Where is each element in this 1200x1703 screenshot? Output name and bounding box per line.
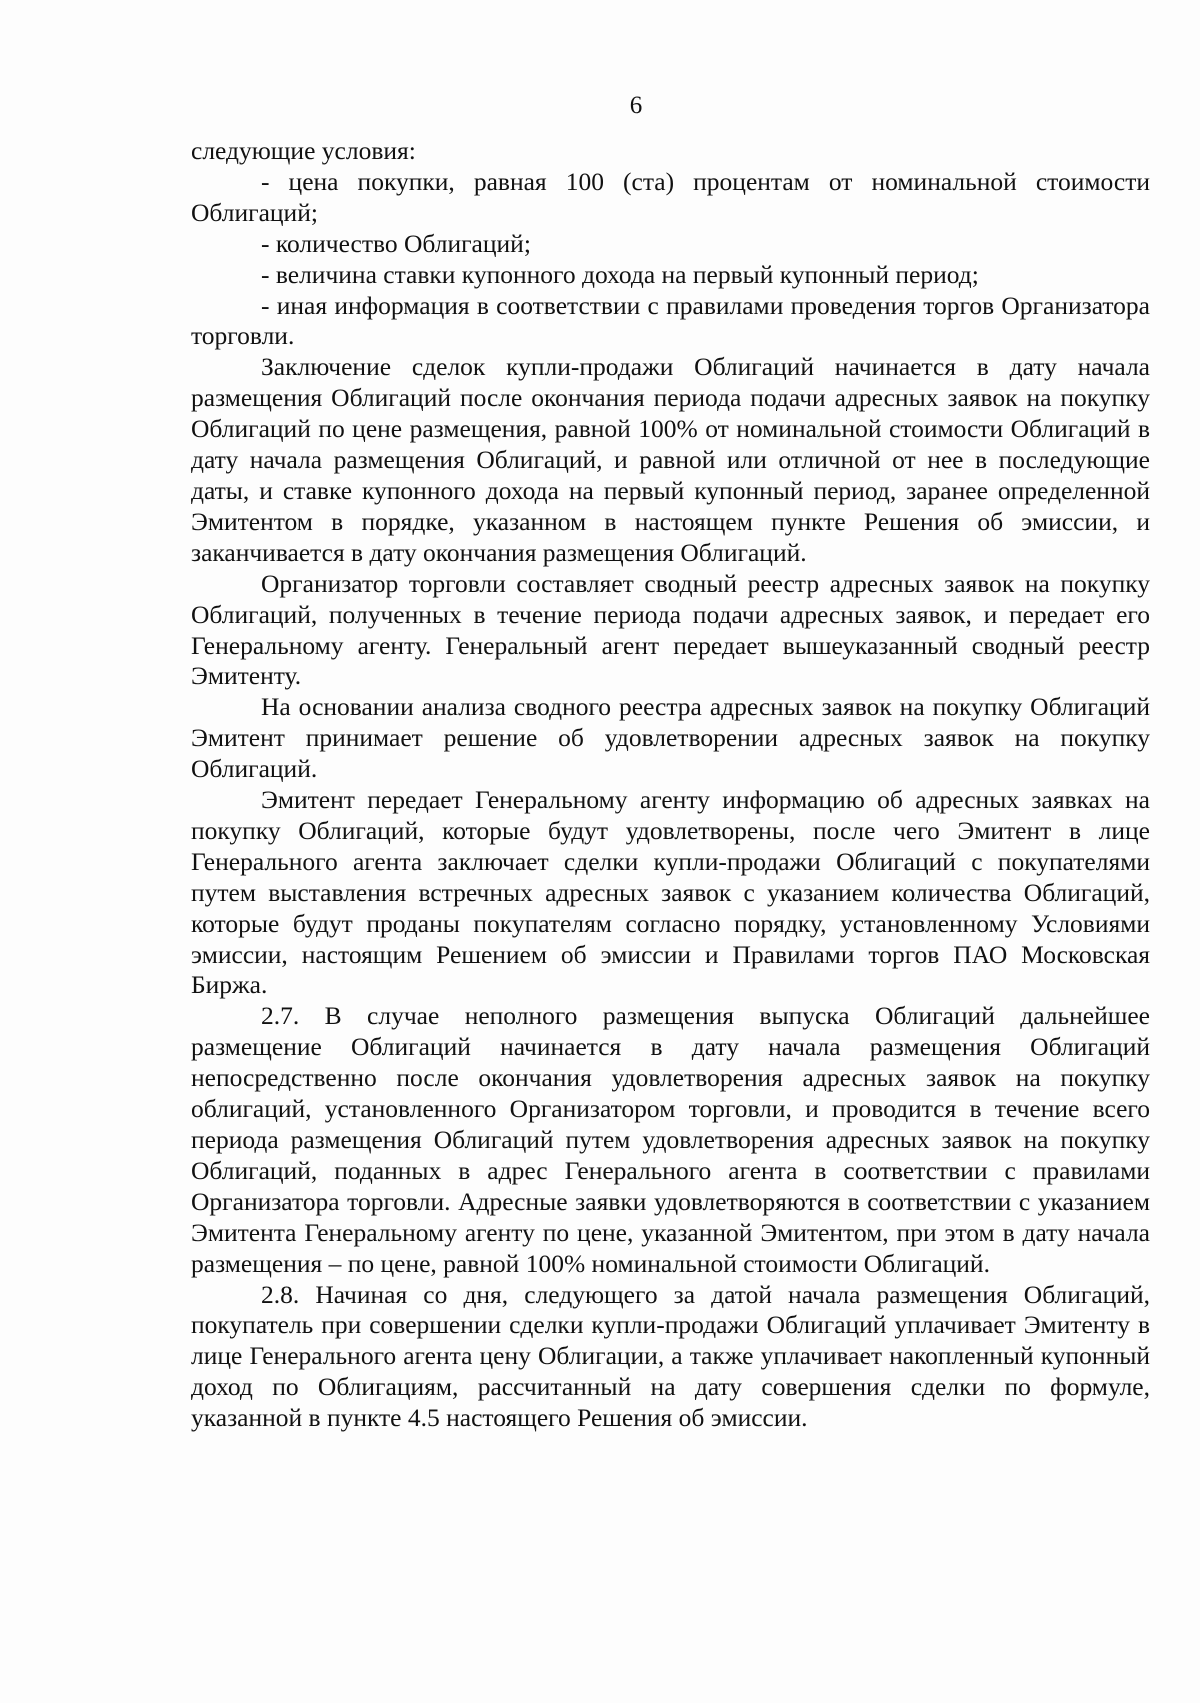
section-2-8: 2.8. Начиная со дня, следующего за датой начала размещения Облигаций, покупатель при совершении сделки купли-продажи Облигаций уплачивает Эмитенту в лице Генерального агента цену Облигации, а также уплачивает накопленный купонный доход по Облигациям, рассчитанный на дату совершения сделки по формуле, указанной в пункте 4.5 настоящего Решения об эмиссии. [191, 1279, 1150, 1433]
list-item-price: - цена покупки, равная 100 (ста) процентам от номинальной стоимости Облигаций; [191, 166, 1150, 227]
list-item-quantity: - количество Облигаций; [261, 228, 531, 258]
paragraph: Организатор торговли составляет сводный реестр адресных заявок на покупку Облигаций, полученных в течение периода подачи адресных заявок, и передает его Генеральному агенту. Генеральный агент передает вышеуказанный сводный реестр Эмитенту. [191, 568, 1150, 691]
section-2-7: 2.7. В случае неполного размещения выпуска Облигаций дальнейшее размещение Облигаций начинается в дату начала размещения Облигаций непосредственно после окончания удовлетворения адресных заявок на покупку облигаций, установленного Организатором торговли, и проводится в течение всего периода размещения Облигаций путем удовлетворения адресных заявок на покупку Облигаций, поданных в адрес Генерального агента в соответствии с правилами Организатора торговли. Адресные заявки удовлетворяются в соответствии с указанием Эмитента Генеральному агенту по цене, указанной Эмитентом, при этом в дату начала размещения – по цене, равной 100% номинальной стоимости Облигаций. [191, 1001, 1150, 1278]
document-body [191, 136, 1150, 1434]
paragraph: Эмитент передает Генеральному агенту информацию об адресных заявках на покупку Облигаций, которые будут удовлетворены, после чего Эмитент в лице Генерального агента заключает сделки купли-продажи Облигаций с покупателями путем выставления встречных адресных заявок с указанием количества Облигаций, которые будут проданы покупателям согласно порядку, установленному Условиями эмиссии, настоящим Решением об эмиссии и Правилами торгов ПАО Московская Биржа. [191, 785, 1150, 1000]
page-number: 6 [629, 92, 643, 119]
paragraph: На основании анализа сводного реестра адресных заявок на покупку Облигаций Эмитент принимает решение об удовлетворении адресных заявок на покупку Облигаций. [191, 692, 1150, 784]
list-item-other-info: - иная информация в соответствии с правилами проведения торгов Организатора торговли. [191, 290, 1150, 351]
list-item-coupon-rate: - величина ставки купонного дохода на первый купонный период; [261, 259, 979, 289]
paragraph: Заключение сделок купли-продажи Облигаций начинается в дату начала размещения Облигаций после окончания периода подачи адресных заявок на покупку Облигаций по цене размещения, равной 100% от номинальной стоимости Облигаций в дату начала размещения Облигаций, и равной или отличной от нее в последующие даты, и ставке купонного дохода на первый купонный период, заранее определенной Эмитентом в порядке, указанном в настоящем пункте Решения об эмиссии, и заканчивается в дату окончания размещения Облигаций. [191, 352, 1150, 567]
paragraph: следующие условия: [191, 136, 416, 165]
